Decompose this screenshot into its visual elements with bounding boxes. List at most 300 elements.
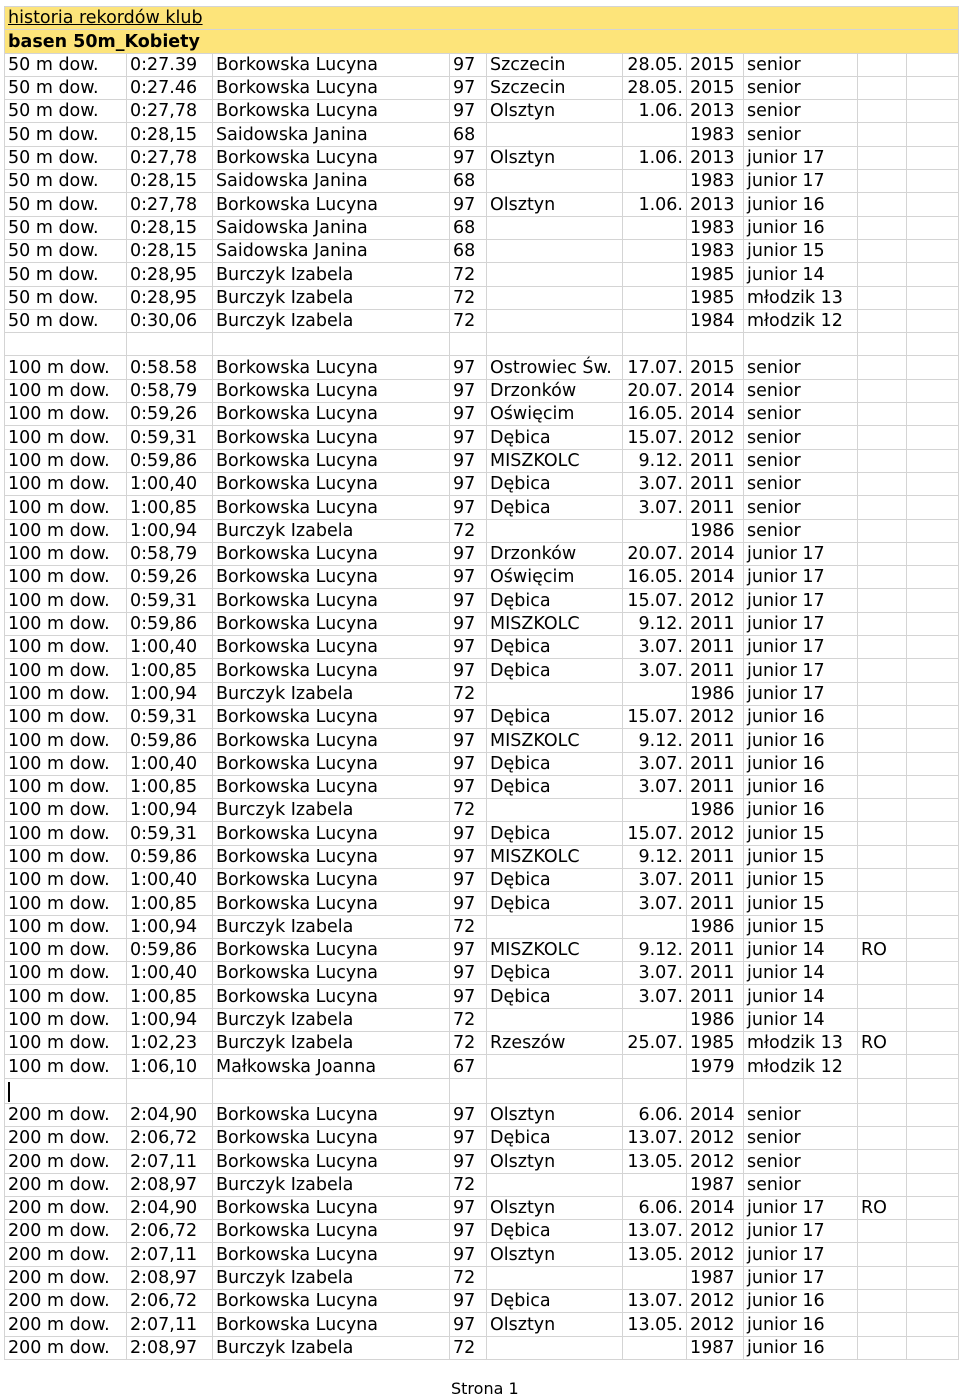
cell-event[interactable]: 200 m dow.	[5, 1220, 127, 1243]
cell-year[interactable]: 2011	[687, 636, 744, 659]
cell-athlete[interactable]: Małkowska Joanna	[213, 1055, 450, 1078]
cell-athlete[interactable]: Borkowska Lucyna	[213, 76, 450, 99]
cell-year[interactable]: 1987	[687, 1266, 744, 1289]
cell-year[interactable]: 2011	[687, 752, 744, 775]
cell-date[interactable]: 3.07.	[623, 659, 687, 682]
cell-athlete[interactable]: Borkowska Lucyna	[213, 356, 450, 379]
cell-note[interactable]	[858, 752, 907, 775]
cell-event[interactable]: 50 m dow.	[5, 146, 127, 169]
cell-athlete[interactable]: Borkowska Lucyna	[213, 566, 450, 589]
cell-category[interactable]: junior 14	[744, 938, 858, 961]
cell-birth-year[interactable]: 68	[450, 170, 487, 193]
cell-extra[interactable]	[907, 100, 959, 123]
cell-time[interactable]: 1:00,40	[127, 962, 213, 985]
cell-time[interactable]: 0:28,15	[127, 239, 213, 262]
cell-category[interactable]: junior 16	[744, 193, 858, 216]
cell-birth-year[interactable]: 97	[450, 1243, 487, 1266]
cell-empty[interactable]	[213, 1078, 450, 1103]
cell-birth-year[interactable]: 68	[450, 123, 487, 146]
cell-event[interactable]: 100 m dow.	[5, 472, 127, 495]
cell-note[interactable]	[858, 1313, 907, 1336]
cell-athlete[interactable]: Borkowska Lucyna	[213, 100, 450, 123]
cell-note[interactable]	[858, 1103, 907, 1126]
cell-extra[interactable]	[907, 659, 959, 682]
cell-note[interactable]	[858, 682, 907, 705]
cell-city[interactable]	[487, 1266, 623, 1289]
cell-category[interactable]: junior 15	[744, 845, 858, 868]
cell-extra[interactable]	[907, 76, 959, 99]
cell-note[interactable]	[858, 1126, 907, 1149]
cell-city[interactable]: Oświęcim	[487, 566, 623, 589]
cell-time[interactable]: 1:00,85	[127, 659, 213, 682]
cell-year[interactable]: 2013	[687, 100, 744, 123]
cell-date[interactable]: 9.12.	[623, 612, 687, 635]
cell-city[interactable]	[487, 682, 623, 705]
cell-year[interactable]: 2013	[687, 193, 744, 216]
cell-year[interactable]: 1987	[687, 1336, 744, 1359]
cell-time[interactable]: 2:07,11	[127, 1313, 213, 1336]
cell-date[interactable]: 17.07.	[623, 356, 687, 379]
cell-note[interactable]	[858, 239, 907, 262]
cell-extra[interactable]	[907, 705, 959, 728]
cell-extra[interactable]	[907, 799, 959, 822]
cell-extra[interactable]	[907, 1336, 959, 1359]
cell-category[interactable]: junior 14	[744, 985, 858, 1008]
cell-extra[interactable]	[907, 822, 959, 845]
cell-event[interactable]: 200 m dow.	[5, 1290, 127, 1313]
cell-year[interactable]: 2014	[687, 1196, 744, 1219]
cell-birth-year[interactable]: 97	[450, 752, 487, 775]
cell-time[interactable]: 1:00,85	[127, 775, 213, 798]
cell-empty[interactable]	[5, 333, 127, 356]
cell-year[interactable]: 1983	[687, 170, 744, 193]
cell-birth-year[interactable]: 97	[450, 76, 487, 99]
cell-extra[interactable]	[907, 146, 959, 169]
cell-year[interactable]: 2011	[687, 938, 744, 961]
cell-category[interactable]: junior 17	[744, 1243, 858, 1266]
cell-athlete[interactable]: Borkowska Lucyna	[213, 868, 450, 891]
cell-empty[interactable]	[127, 1078, 213, 1103]
cell-category[interactable]: junior 17	[744, 170, 858, 193]
cell-category[interactable]: junior 15	[744, 239, 858, 262]
cell-birth-year[interactable]: 97	[450, 868, 487, 891]
cell-city[interactable]: Szczecin	[487, 76, 623, 99]
cell-time[interactable]: 1:02,23	[127, 1032, 213, 1055]
cell-event[interactable]: 100 m dow.	[5, 705, 127, 728]
cell-note[interactable]	[858, 76, 907, 99]
cell-time[interactable]: 1:00,85	[127, 892, 213, 915]
cell-city[interactable]: Szczecin	[487, 53, 623, 76]
cell-event[interactable]: 100 m dow.	[5, 775, 127, 798]
cell-birth-year[interactable]: 72	[450, 309, 487, 332]
cell-extra[interactable]	[907, 263, 959, 286]
cell-extra[interactable]	[907, 729, 959, 752]
cell-category[interactable]: senior	[744, 76, 858, 99]
cell-time[interactable]: 2:06,72	[127, 1126, 213, 1149]
cell-note[interactable]	[858, 962, 907, 985]
cell-category[interactable]: junior 16	[744, 216, 858, 239]
cell-birth-year[interactable]: 97	[450, 775, 487, 798]
cell-category[interactable]: junior 17	[744, 1220, 858, 1243]
cell-date[interactable]: 9.12.	[623, 729, 687, 752]
cell-birth-year[interactable]: 97	[450, 1103, 487, 1126]
cell-extra[interactable]	[907, 519, 959, 542]
cell-event[interactable]: 100 m dow.	[5, 682, 127, 705]
cell-note[interactable]	[858, 193, 907, 216]
cell-city[interactable]: Ostrowiec Św.	[487, 356, 623, 379]
cell-note[interactable]	[858, 845, 907, 868]
cell-city[interactable]: MISZKOLC	[487, 612, 623, 635]
cell-year[interactable]: 2012	[687, 1150, 744, 1173]
cell-date[interactable]	[623, 915, 687, 938]
cell-city[interactable]: Dębica	[487, 985, 623, 1008]
cell-athlete[interactable]: Borkowska Lucyna	[213, 729, 450, 752]
cell-empty[interactable]	[623, 333, 687, 356]
cell-year[interactable]: 2012	[687, 1243, 744, 1266]
cell-year[interactable]: 2015	[687, 356, 744, 379]
cell-event[interactable]: 50 m dow.	[5, 100, 127, 123]
cell-event[interactable]: 50 m dow.	[5, 76, 127, 99]
cell-city[interactable]: Dębica	[487, 752, 623, 775]
cell-extra[interactable]	[907, 1313, 959, 1336]
cell-date[interactable]: 13.07.	[623, 1290, 687, 1313]
cell-category[interactable]: młodzik 12	[744, 309, 858, 332]
cell-time[interactable]: 2:08,97	[127, 1336, 213, 1359]
cell-time[interactable]: 0:59,86	[127, 612, 213, 635]
cell-birth-year[interactable]: 72	[450, 1008, 487, 1031]
cell-event[interactable]: 200 m dow.	[5, 1266, 127, 1289]
cell-empty[interactable]	[744, 333, 858, 356]
cell-athlete[interactable]: Borkowska Lucyna	[213, 1313, 450, 1336]
cell-city[interactable]: Olsztyn	[487, 1103, 623, 1126]
cell-year[interactable]: 1986	[687, 799, 744, 822]
cell-note[interactable]	[858, 1008, 907, 1031]
cell-time[interactable]: 2:08,97	[127, 1173, 213, 1196]
cell-extra[interactable]	[907, 962, 959, 985]
cell-date[interactable]: 15.07.	[623, 822, 687, 845]
cell-birth-year[interactable]: 97	[450, 472, 487, 495]
cell-athlete[interactable]: Burczyk Izabela	[213, 286, 450, 309]
cell-year[interactable]: 2011	[687, 472, 744, 495]
cell-note[interactable]	[858, 449, 907, 472]
cell-year[interactable]: 1986	[687, 682, 744, 705]
cell-extra[interactable]	[907, 845, 959, 868]
cell-extra[interactable]	[907, 1290, 959, 1313]
cell-event[interactable]: 200 m dow.	[5, 1173, 127, 1196]
cell-athlete[interactable]: Burczyk Izabela	[213, 309, 450, 332]
cell-event[interactable]: 50 m dow.	[5, 123, 127, 146]
cell-date[interactable]: 9.12.	[623, 449, 687, 472]
cell-empty[interactable]	[450, 1078, 487, 1103]
cell-birth-year[interactable]: 97	[450, 1126, 487, 1149]
cell-date[interactable]	[623, 519, 687, 542]
cell-extra[interactable]	[907, 1266, 959, 1289]
cell-year[interactable]: 1985	[687, 286, 744, 309]
cell-extra[interactable]	[907, 542, 959, 565]
cell-extra[interactable]	[907, 1103, 959, 1126]
cell-category[interactable]: senior	[744, 496, 858, 519]
cell-time[interactable]: 1:06,10	[127, 1055, 213, 1078]
cell-extra[interactable]	[907, 566, 959, 589]
cell-event[interactable]: 100 m dow.	[5, 752, 127, 775]
cell-city[interactable]	[487, 1336, 623, 1359]
cell-event[interactable]: 50 m dow.	[5, 170, 127, 193]
cell-birth-year[interactable]: 97	[450, 1196, 487, 1219]
cell-date[interactable]: 16.05.	[623, 566, 687, 589]
cell-year[interactable]: 2014	[687, 1103, 744, 1126]
cell-birth-year[interactable]: 68	[450, 239, 487, 262]
cell-athlete[interactable]: Borkowska Lucyna	[213, 146, 450, 169]
cell-year[interactable]: 2011	[687, 775, 744, 798]
cell-date[interactable]: 28.05.	[623, 53, 687, 76]
cell-birth-year[interactable]: 97	[450, 729, 487, 752]
cell-category[interactable]: senior	[744, 449, 858, 472]
cell-time[interactable]: 2:04,90	[127, 1196, 213, 1219]
cell-note[interactable]	[858, 1336, 907, 1359]
cell-time[interactable]: 0:59,31	[127, 822, 213, 845]
cell-empty[interactable]	[858, 1078, 907, 1103]
cell-event[interactable]: 200 m dow.	[5, 1313, 127, 1336]
cell-category[interactable]: senior	[744, 403, 858, 426]
cell-athlete[interactable]: Borkowska Lucyna	[213, 589, 450, 612]
cell-athlete[interactable]: Borkowska Lucyna	[213, 822, 450, 845]
cell-year[interactable]: 1986	[687, 915, 744, 938]
cell-birth-year[interactable]: 97	[450, 146, 487, 169]
cell-category[interactable]: młodzik 12	[744, 1055, 858, 1078]
cell-birth-year[interactable]: 72	[450, 519, 487, 542]
cell-note[interactable]	[858, 612, 907, 635]
cell-event[interactable]: 100 m dow.	[5, 449, 127, 472]
cell-event[interactable]: 100 m dow.	[5, 845, 127, 868]
cell-note[interactable]	[858, 775, 907, 798]
cell-date[interactable]	[623, 286, 687, 309]
cell-note[interactable]	[858, 472, 907, 495]
cell-birth-year[interactable]: 97	[450, 938, 487, 961]
cell-time[interactable]: 1:00,94	[127, 915, 213, 938]
cell-event[interactable]: 100 m dow.	[5, 915, 127, 938]
cell-extra[interactable]	[907, 1173, 959, 1196]
cell-city[interactable]: Olsztyn	[487, 1196, 623, 1219]
cell-note[interactable]	[858, 216, 907, 239]
cell-city[interactable]: MISZKOLC	[487, 449, 623, 472]
cell-athlete[interactable]: Borkowska Lucyna	[213, 962, 450, 985]
cell-year[interactable]: 2011	[687, 612, 744, 635]
cell-note[interactable]: RO	[858, 1032, 907, 1055]
cell-category[interactable]: junior 16	[744, 1290, 858, 1313]
cell-city[interactable]	[487, 309, 623, 332]
cell-athlete[interactable]: Borkowska Lucyna	[213, 985, 450, 1008]
cell-extra[interactable]	[907, 379, 959, 402]
cell-city[interactable]: Rzeszów	[487, 1032, 623, 1055]
cell-city[interactable]: MISZKOLC	[487, 938, 623, 961]
cell-date[interactable]: 28.05.	[623, 76, 687, 99]
cell-year[interactable]: 2012	[687, 589, 744, 612]
cell-category[interactable]: junior 17	[744, 146, 858, 169]
cell-city[interactable]: Olsztyn	[487, 146, 623, 169]
cell-empty[interactable]	[487, 1078, 623, 1103]
cell-extra[interactable]	[907, 123, 959, 146]
cell-birth-year[interactable]: 68	[450, 216, 487, 239]
cell-birth-year[interactable]: 72	[450, 1336, 487, 1359]
cell-date[interactable]: 3.07.	[623, 892, 687, 915]
cell-date[interactable]: 3.07.	[623, 985, 687, 1008]
cell-event[interactable]: 100 m dow.	[5, 356, 127, 379]
cell-year[interactable]: 2014	[687, 542, 744, 565]
cell-note[interactable]	[858, 309, 907, 332]
cell-year[interactable]: 2011	[687, 449, 744, 472]
cell-category[interactable]: junior 16	[744, 729, 858, 752]
cell-time[interactable]: 0:59,31	[127, 426, 213, 449]
cell-category[interactable]: junior 14	[744, 962, 858, 985]
cell-year[interactable]: 2012	[687, 1313, 744, 1336]
cell-date[interactable]: 1.06.	[623, 100, 687, 123]
cell-note[interactable]	[858, 146, 907, 169]
cell-extra[interactable]	[907, 193, 959, 216]
cell-athlete[interactable]: Borkowska Lucyna	[213, 403, 450, 426]
cell-athlete[interactable]: Borkowska Lucyna	[213, 1290, 450, 1313]
cell-note[interactable]: RO	[858, 1196, 907, 1219]
cell-birth-year[interactable]: 97	[450, 845, 487, 868]
cell-date[interactable]	[623, 1055, 687, 1078]
cell-event[interactable]: 100 m dow.	[5, 589, 127, 612]
cell-city[interactable]: Dębica	[487, 1126, 623, 1149]
cell-athlete[interactable]: Borkowska Lucyna	[213, 705, 450, 728]
cell-extra[interactable]	[907, 682, 959, 705]
cell-city[interactable]: Dębica	[487, 659, 623, 682]
cell-birth-year[interactable]: 97	[450, 822, 487, 845]
cell-birth-year[interactable]: 72	[450, 1032, 487, 1055]
cell-athlete[interactable]: Borkowska Lucyna	[213, 542, 450, 565]
cell-athlete[interactable]: Saidowska Janina	[213, 123, 450, 146]
cell-category[interactable]: junior 15	[744, 915, 858, 938]
cell-year[interactable]: 1979	[687, 1055, 744, 1078]
cell-year[interactable]: 2011	[687, 729, 744, 752]
cell-extra[interactable]	[907, 938, 959, 961]
cell-note[interactable]	[858, 799, 907, 822]
cell-extra[interactable]	[907, 1032, 959, 1055]
cell-date[interactable]	[623, 1266, 687, 1289]
cell-athlete[interactable]: Borkowska Lucyna	[213, 938, 450, 961]
cell-date[interactable]: 13.07.	[623, 1220, 687, 1243]
cell-time[interactable]: 0:28,15	[127, 123, 213, 146]
cell-empty[interactable]	[907, 1078, 959, 1103]
cell-city[interactable]: Olsztyn	[487, 1243, 623, 1266]
cell-birth-year[interactable]: 97	[450, 659, 487, 682]
cell-time[interactable]: 0:30,06	[127, 309, 213, 332]
cell-extra[interactable]	[907, 589, 959, 612]
cell-event[interactable]: 200 m dow.	[5, 1196, 127, 1219]
cell-date[interactable]: 20.07.	[623, 542, 687, 565]
cell-birth-year[interactable]: 72	[450, 799, 487, 822]
cell-birth-year[interactable]: 72	[450, 1266, 487, 1289]
cell-birth-year[interactable]: 97	[450, 100, 487, 123]
cell-time[interactable]: 1:00,85	[127, 985, 213, 1008]
cell-date[interactable]: 1.06.	[623, 193, 687, 216]
cell-time[interactable]: 1:00,94	[127, 682, 213, 705]
cell-event[interactable]: 200 m dow.	[5, 1243, 127, 1266]
cell-time[interactable]: 0:59,86	[127, 449, 213, 472]
cell-year[interactable]: 1986	[687, 519, 744, 542]
cell-year[interactable]: 1987	[687, 1173, 744, 1196]
cell-year[interactable]: 2014	[687, 566, 744, 589]
cell-birth-year[interactable]: 67	[450, 1055, 487, 1078]
cell-note[interactable]	[858, 822, 907, 845]
cell-category[interactable]: młodzik 13	[744, 1032, 858, 1055]
cell-date[interactable]: 3.07.	[623, 752, 687, 775]
cell-athlete[interactable]: Borkowska Lucyna	[213, 775, 450, 798]
cell-birth-year[interactable]: 97	[450, 496, 487, 519]
cell-year[interactable]: 2012	[687, 705, 744, 728]
cell-event[interactable]: 200 m dow.	[5, 1336, 127, 1359]
cell-note[interactable]	[858, 1243, 907, 1266]
cell-city[interactable]	[487, 1008, 623, 1031]
cell-year[interactable]: 1983	[687, 123, 744, 146]
cell-city[interactable]: Dębica	[487, 868, 623, 891]
cell-athlete[interactable]: Borkowska Lucyna	[213, 472, 450, 495]
cell-birth-year[interactable]: 97	[450, 379, 487, 402]
cell-date[interactable]: 13.05.	[623, 1243, 687, 1266]
cell-date[interactable]: 15.07.	[623, 589, 687, 612]
cell-athlete[interactable]: Borkowska Lucyna	[213, 1150, 450, 1173]
cell-category[interactable]: junior 17	[744, 1196, 858, 1219]
cell-birth-year[interactable]: 97	[450, 589, 487, 612]
cell-athlete[interactable]: Borkowska Lucyna	[213, 1103, 450, 1126]
cell-event[interactable]: 100 m dow.	[5, 962, 127, 985]
cell-birth-year[interactable]: 97	[450, 705, 487, 728]
cell-birth-year[interactable]: 97	[450, 1290, 487, 1313]
cell-extra[interactable]	[907, 915, 959, 938]
cell-time[interactable]: 0:27.39	[127, 53, 213, 76]
cell-city[interactable]	[487, 216, 623, 239]
cell-city[interactable]: Olsztyn	[487, 1313, 623, 1336]
cell-birth-year[interactable]: 97	[450, 636, 487, 659]
cell-note[interactable]	[858, 1055, 907, 1078]
cell-extra[interactable]	[907, 356, 959, 379]
cell-category[interactable]: junior 16	[744, 705, 858, 728]
cell-date[interactable]	[623, 1008, 687, 1031]
cell-date[interactable]	[623, 123, 687, 146]
cell-date[interactable]: 20.07.	[623, 379, 687, 402]
cell-event[interactable]: 50 m dow.	[5, 286, 127, 309]
cell-category[interactable]: senior	[744, 472, 858, 495]
cell-category[interactable]: junior 14	[744, 1008, 858, 1031]
cell-extra[interactable]	[907, 496, 959, 519]
cell-extra[interactable]	[907, 53, 959, 76]
cell-category[interactable]: junior 16	[744, 1336, 858, 1359]
cell-note[interactable]	[858, 705, 907, 728]
cell-birth-year[interactable]: 97	[450, 566, 487, 589]
cell-category[interactable]: senior	[744, 519, 858, 542]
cell-empty[interactable]	[623, 1078, 687, 1103]
cell-category[interactable]: senior	[744, 379, 858, 402]
cell-athlete[interactable]: Borkowska Lucyna	[213, 449, 450, 472]
cell-birth-year[interactable]: 97	[450, 985, 487, 1008]
cell-note[interactable]	[858, 892, 907, 915]
cell-event[interactable]: 50 m dow.	[5, 239, 127, 262]
cell-time[interactable]: 0:58.58	[127, 356, 213, 379]
cell-note[interactable]	[858, 496, 907, 519]
cell-birth-year[interactable]: 97	[450, 612, 487, 635]
cell-birth-year[interactable]: 97	[450, 1150, 487, 1173]
cell-city[interactable]	[487, 286, 623, 309]
cell-athlete[interactable]: Burczyk Izabela	[213, 263, 450, 286]
cell-city[interactable]: Dębica	[487, 892, 623, 915]
cell-event[interactable]: 100 m dow.	[5, 636, 127, 659]
cell-athlete[interactable]: Borkowska Lucyna	[213, 752, 450, 775]
cell-category[interactable]: junior 17	[744, 636, 858, 659]
cell-city[interactable]	[487, 799, 623, 822]
cell-note[interactable]	[858, 403, 907, 426]
